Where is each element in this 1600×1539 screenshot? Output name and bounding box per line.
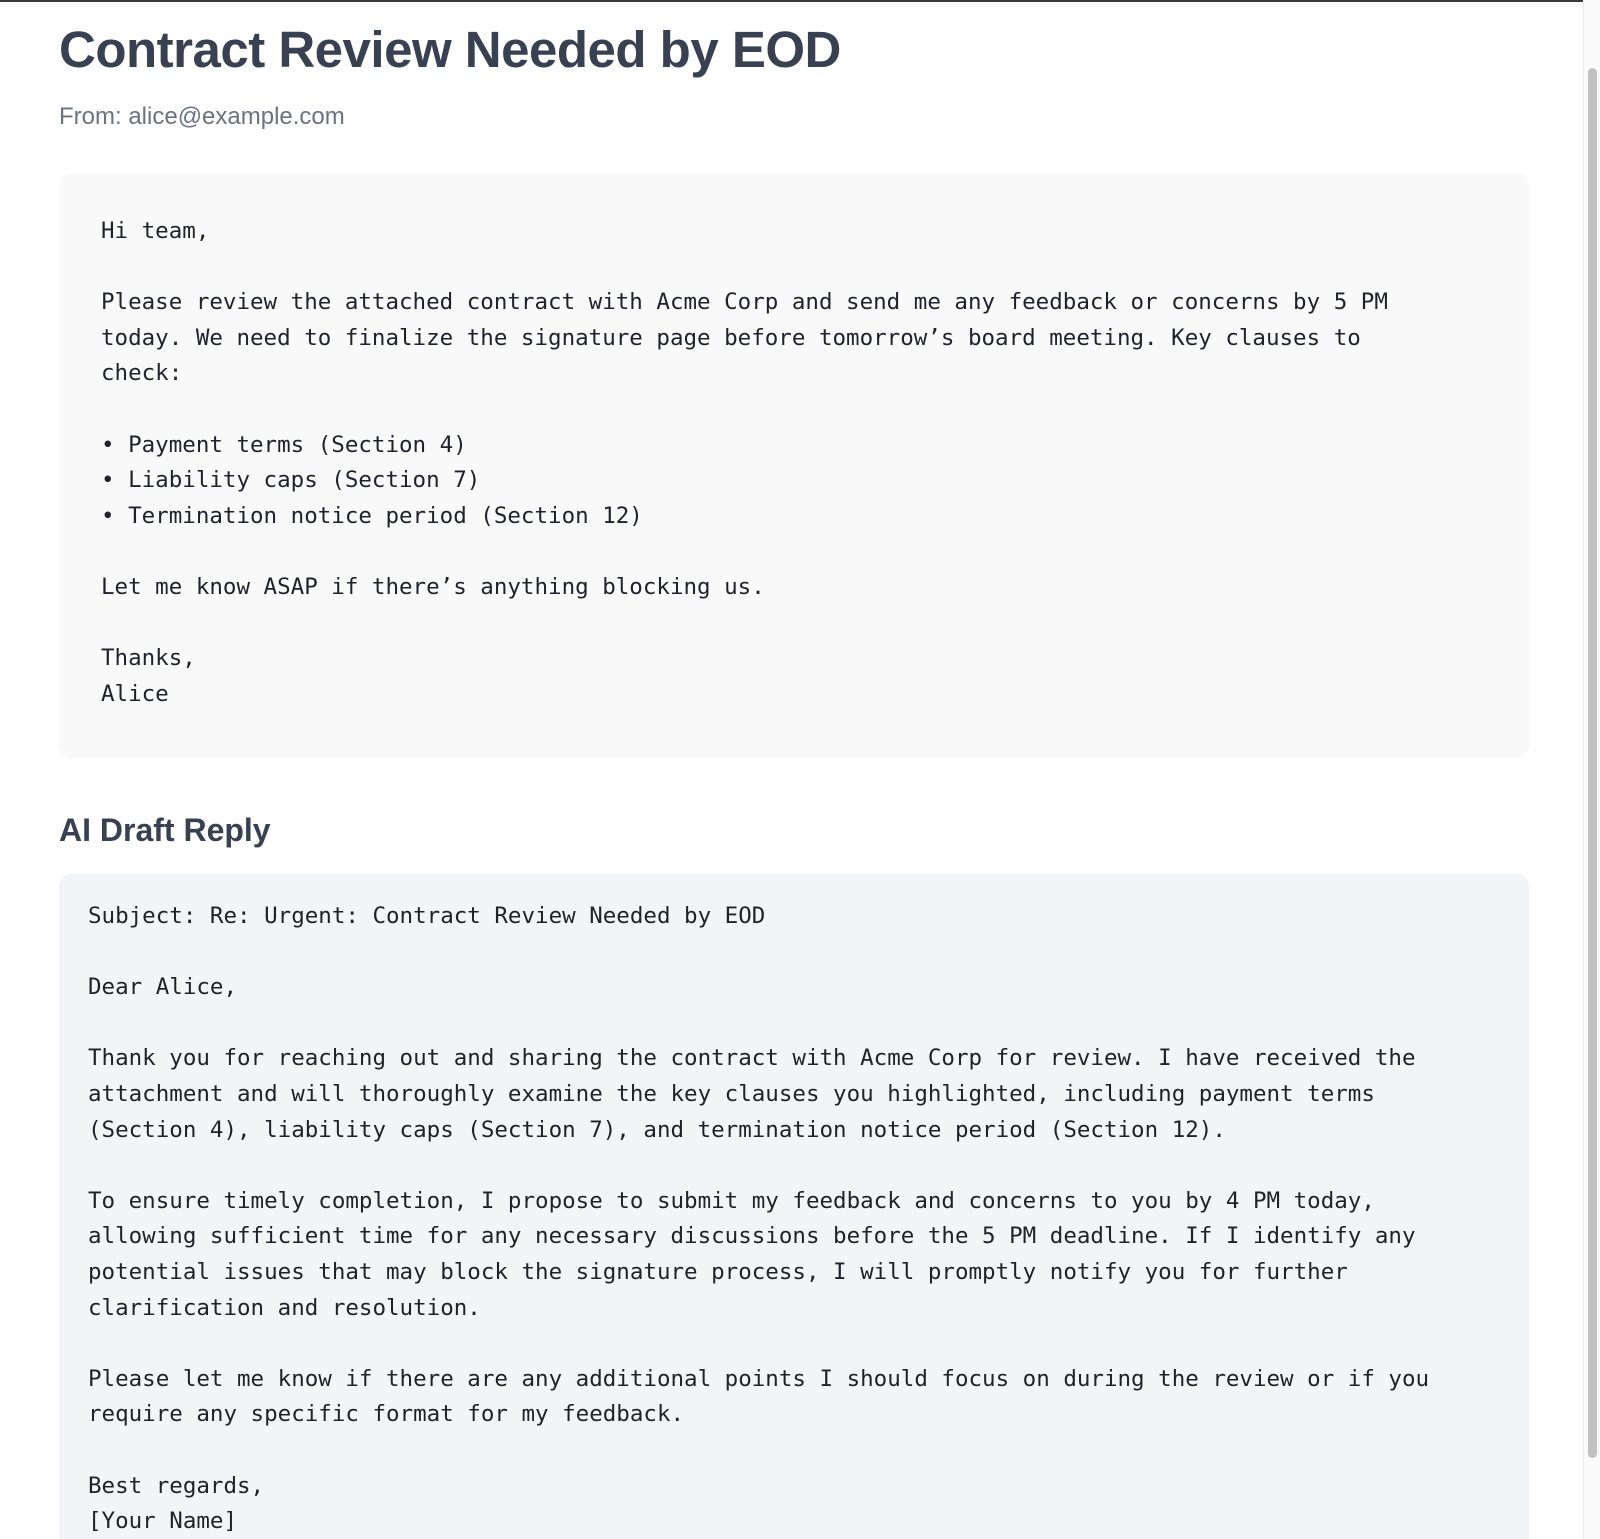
email-body-panel: [59, 174, 1529, 758]
ai-draft-heading: AI Draft Reply: [59, 812, 271, 848]
email-subject-title: Contract Review Needed by EOD: [59, 21, 841, 78]
email-body-text: Hi team, Please review the attached contract with Acme Corp and send me any feedback or concerns by 5 PM today. We need to finalize the signature page before tomorrow’s board meeting. Key clauses to check: • Payment terms (Section 4) • Liability caps (Section 7) • Termination notice period (Section 12) Let me know ASAP if there’s anything blocking us. Thanks, Alice: [101, 218, 1388, 707]
ai-draft-text[interactable]: Subject: Re: Urgent: Contract Review Needed by EOD Dear Alice, Thank you for reaching out and sharing the contract with Acme Corp for review. I have received the attachment and will thoroughly examine the key clauses you highlighted, including payment terms (Section 4), liability caps (Section 7), and termination notice period (Section 12). To ensure timely completion, I propose to submit my feedback and concerns to you by 4 PM today, allowing sufficient time for any necessary discussions before the 5 PM deadline. If I identify any potential issues that may block the signature process, I will promptly notify you for further clarification and resolution. Please let me know if there are any additional points I should focus on during the review or if you require any specific format for my feedback. Best regards, [Your Name]: [88, 903, 1430, 1535]
vertical-scrollbar[interactable]: [1583, 0, 1600, 1539]
scrollbar-thumb[interactable]: [1588, 68, 1597, 1458]
ai-draft-panel: [59, 874, 1529, 1539]
window-top-border: [0, 0, 1600, 2]
email-sender: From: alice@example.com: [59, 103, 345, 130]
